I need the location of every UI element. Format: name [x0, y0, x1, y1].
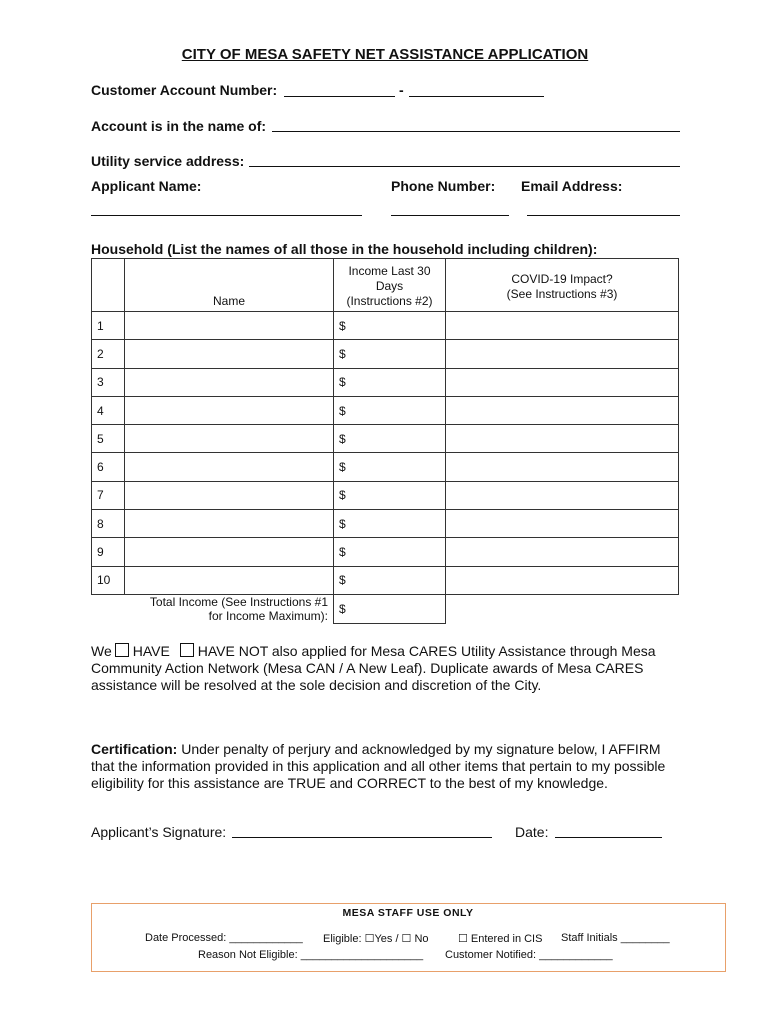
signature-field[interactable] — [232, 837, 492, 838]
applicant-name-field[interactable] — [91, 215, 362, 216]
household-row — [92, 368, 679, 396]
row-number: 2 — [92, 340, 125, 368]
household-row — [92, 312, 679, 340]
income-cell[interactable]: $ — [334, 510, 446, 538]
income-cell[interactable]: $ — [334, 396, 446, 424]
col-name-header: Name — [125, 259, 334, 312]
have-not-checkbox[interactable] — [180, 643, 194, 657]
row-number: 4 — [92, 396, 125, 424]
household-row — [92, 538, 679, 566]
row-number: 10 — [92, 566, 125, 594]
total-income-label: Total Income (See Instructions #1 for Income Maximum): — [149, 595, 328, 624]
signature-label: Applicant’s Signature: — [91, 824, 227, 840]
income-cell[interactable]: $ — [334, 481, 446, 509]
phone-label: Phone Number: — [391, 178, 496, 194]
household-header-row — [92, 259, 679, 312]
row-number: 5 — [92, 425, 125, 453]
name-cell[interactable] — [125, 566, 334, 594]
email-label: Email Address: — [521, 178, 623, 194]
row-number: 9 — [92, 538, 125, 566]
total-income-row — [92, 594, 679, 623]
household-row — [92, 425, 679, 453]
name-cell[interactable] — [125, 453, 334, 481]
row-number: 1 — [92, 312, 125, 340]
staff-heading: MESA STAFF USE ONLY — [342, 907, 474, 919]
name-cell[interactable] — [125, 340, 334, 368]
entered-in-cis[interactable]: ☐ Entered in CIS — [458, 933, 543, 945]
household-row — [92, 481, 679, 509]
covid-impact-cell[interactable] — [446, 566, 679, 594]
col-covid-header: COVID-19 Impact? (See Instructions #3) — [446, 259, 679, 312]
date-label: Date: — [515, 824, 549, 840]
covid-impact-cell[interactable] — [446, 340, 679, 368]
service-address-field[interactable] — [249, 166, 680, 167]
form-title: CITY OF MESA SAFETY NET ASSISTANCE APPLICATION — [181, 46, 589, 63]
income-cell[interactable]: $ — [334, 340, 446, 368]
eligible-options[interactable]: Eligible: ☐Yes / ☐ No — [323, 933, 429, 945]
col-income-header: Income Last 30 Days (Instructions #2) — [334, 259, 446, 312]
account-number-field-2[interactable] — [409, 96, 544, 97]
have-checkbox[interactable] — [115, 643, 129, 657]
service-address-label: Utility service address: — [91, 153, 245, 169]
name-cell[interactable] — [125, 396, 334, 424]
customer-notified: Customer Notified: ____________ — [445, 949, 613, 961]
household-row — [92, 566, 679, 594]
name-cell[interactable] — [125, 425, 334, 453]
total-income-field[interactable]: $ — [334, 594, 446, 623]
account-number-separator: - — [399, 82, 404, 98]
date-field[interactable] — [555, 837, 662, 838]
date-processed: Date Processed: ____________ — [145, 932, 303, 944]
staff-use-box — [91, 903, 726, 972]
phone-field[interactable] — [391, 215, 509, 216]
covid-impact-cell[interactable] — [446, 425, 679, 453]
household-table — [91, 258, 679, 624]
covid-impact-cell[interactable] — [446, 368, 679, 396]
household-row — [92, 340, 679, 368]
email-field[interactable] — [527, 215, 680, 216]
covid-impact-cell[interactable] — [446, 312, 679, 340]
household-row — [92, 453, 679, 481]
income-cell[interactable]: $ — [334, 538, 446, 566]
covid-impact-cell[interactable] — [446, 538, 679, 566]
account-number-label: Customer Account Number: — [91, 82, 278, 98]
household-row — [92, 510, 679, 538]
staff-initials: Staff Initials ________ — [561, 932, 670, 944]
row-number: 6 — [92, 453, 125, 481]
covid-impact-cell[interactable] — [446, 396, 679, 424]
household-heading: Household (List the names of all those in the household including children): — [91, 241, 598, 257]
certification-label: Certification: — [91, 741, 178, 757]
name-cell[interactable] — [125, 510, 334, 538]
name-cell[interactable] — [125, 538, 334, 566]
row-number: 3 — [92, 368, 125, 396]
certification-paragraph: Certification: Under penalty of perjury and acknowledged by my signature below, I AFFIRM that the information provided in this application and all other items that pertain to my possible eligibility for this assistance are TRUE and CORRECT to the best of my knowledge. — [91, 741, 666, 791]
income-cell[interactable]: $ — [334, 453, 446, 481]
account-name-label: Account is in the name of: — [91, 118, 267, 134]
income-cell[interactable]: $ — [334, 312, 446, 340]
name-cell[interactable] — [125, 312, 334, 340]
reason-not-eligible: Reason Not Eligible: ____________________ — [198, 949, 424, 961]
covid-impact-cell[interactable] — [446, 453, 679, 481]
account-number-field-1[interactable] — [284, 96, 395, 97]
covid-impact-cell[interactable] — [446, 510, 679, 538]
row-number: 7 — [92, 481, 125, 509]
income-cell[interactable]: $ — [334, 566, 446, 594]
household-row — [92, 396, 679, 424]
covid-impact-cell[interactable] — [446, 481, 679, 509]
name-cell[interactable] — [125, 481, 334, 509]
applicant-name-label: Applicant Name: — [91, 178, 202, 194]
income-cell[interactable]: $ — [334, 425, 446, 453]
mesa-cares-paragraph: We HAVE HAVE NOT also applied for Mesa CARES Utility Assistance through Mesa Community Action Network (Mesa CAN / A New Leaf). Duplicate awards of Mesa CARES assistance will be resolved at the sole decision and discretion of the City. — [91, 643, 656, 693]
income-cell[interactable]: $ — [334, 368, 446, 396]
row-number: 8 — [92, 510, 125, 538]
name-cell[interactable] — [125, 368, 334, 396]
account-name-field[interactable] — [272, 131, 680, 132]
